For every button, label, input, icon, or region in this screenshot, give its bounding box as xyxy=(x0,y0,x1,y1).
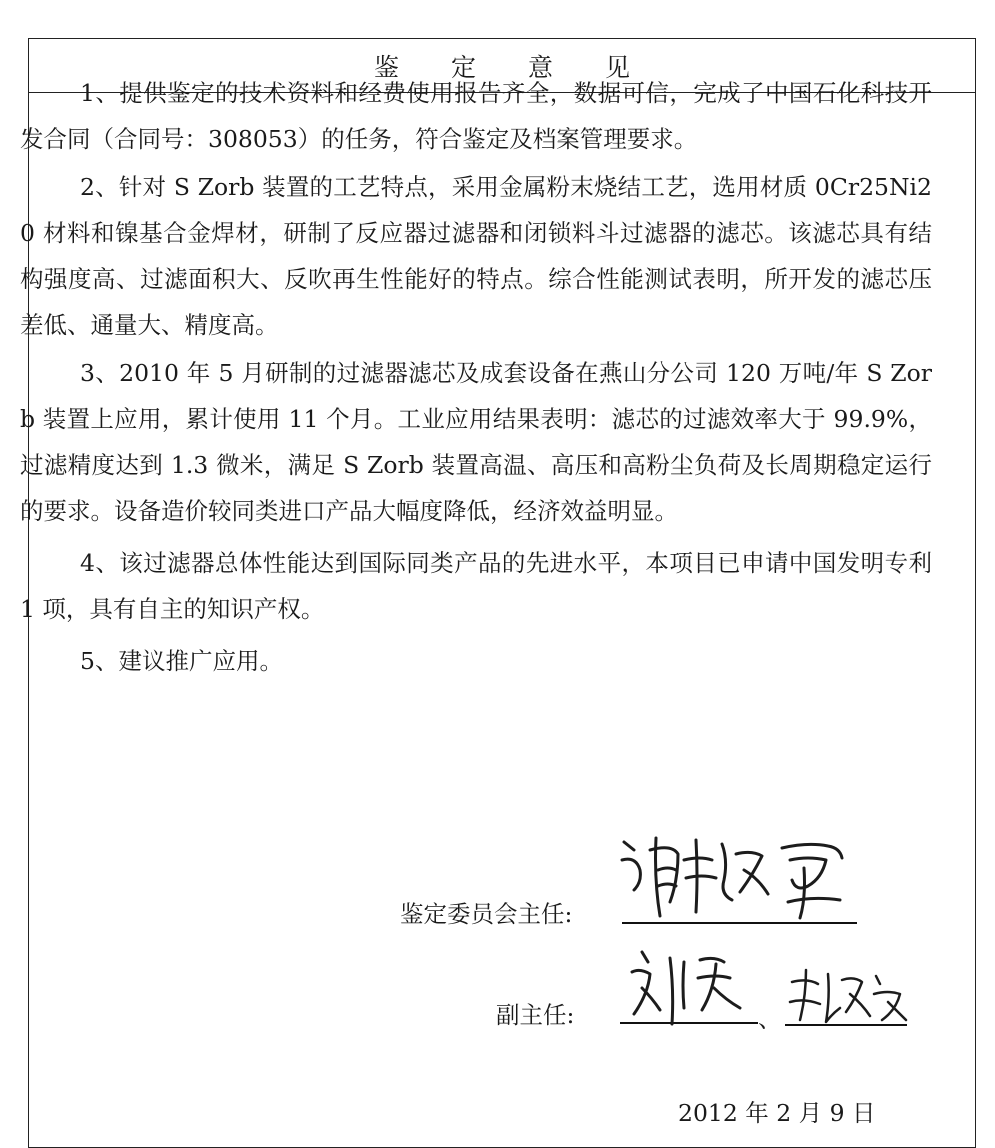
document-body xyxy=(20,70,932,684)
document-date: 2012 年 2 月 9 日 xyxy=(678,1099,876,1127)
chair-signature xyxy=(612,820,862,930)
page-title: 鉴定意见 xyxy=(373,52,682,82)
vice-chair-signature-1 xyxy=(618,938,758,1030)
vice-chair-separator: 、 xyxy=(758,1005,782,1033)
opinion-paragraph-3: 3、2010 年 5 月研制的过滤器滤芯及成套设备在燕山分公司 120 万吨/年 S Zorb 装置上应用，累计使用 11 个月。工业应用结果表明：滤芯的过滤效率大于 99.9%，过滤精度达到 1.3 微米，满足 S Zorb 装置高温、高压和高粉尘负荷及长周期稳定运行的要求。设备造价较同类进口产品大幅度降低，经济效益明显。 xyxy=(20,359,932,525)
opinion-paragraph-5: 5、建议推广应用。 xyxy=(80,647,283,675)
opinion-paragraph-4: 4、该过滤器总体性能达到国际同类产品的先进水平，本项目已申请中国发明专利 1 项，具有自主的知识产权。 xyxy=(20,549,932,623)
vice-chair-label: 副主任: xyxy=(496,1001,575,1029)
opinion-paragraph-1: 1、提供鉴定的技术资料和经费使用报告齐全，数据可信，完成了中国石化科技开发合同（合同号：308053）的任务，符合鉴定及档案管理要求。 xyxy=(20,79,932,153)
opinion-paragraph-2: 2、针对 S Zorb 装置的工艺特点，采用金属粉末烧结工艺，选用材质 0Cr25Ni20 材料和镍基合金焊材，研制了反应器过滤器和闭锁料斗过滤器的滤芯。该滤芯具有结构强度高、过滤面积大、反吹再生性能好的特点。综合性能测试表明，所开发的滤芯压差低、通量大、精度高。 xyxy=(20,173,932,339)
chair-label: 鉴定委员会主任: xyxy=(400,900,573,928)
vice-chair-signature-2 xyxy=(784,958,914,1034)
